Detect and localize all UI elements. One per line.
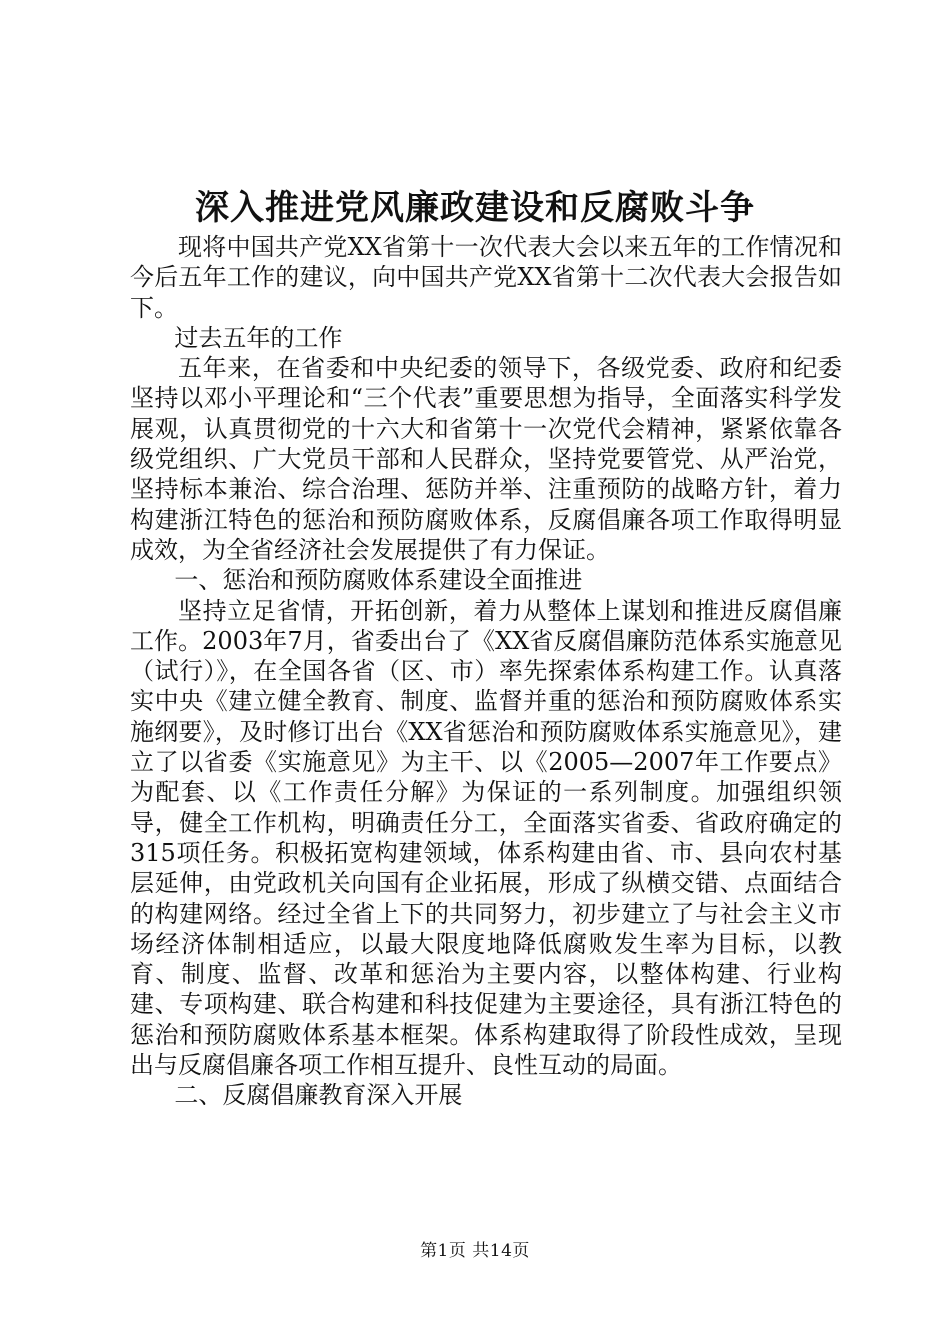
paragraph-system-building: 坚持立足省情，开拓创新，着力从整体上谋划和推进反腐倡廉工作。2003年7月，省委出台了《XX省反腐倡廉防范体系实施意见（试行）》，在全国各省（区、市）率先探索体系构建工作。认真落实中央《建立健全教育、制度、监督并重的惩治和预防腐败体系实施纲要》，及时修订出台《XX省惩治和预防腐败体系实施意见》，建立了以省委《实施意见》为主干、以《2005—2007年工作要点》为配套、以《工作责任分解》为保证的一系列制度。加强组织领导，健全工作机构，明确责任分工，全面落实省委、省政府确定的315项任务。积极拓宽构建领域，体系构建由省、市、县向农村基层延伸，由党政机关向国有企业拓展，形成了纵横交错、点面结合的构建网络。经过全省上下的共同努力，初步建立了与社会主义市场经济体制相适应，以最大限度地降低腐败发生率为目标，以教育、制度、监督、改革和惩治为主要内容，以整体构建、行业构建、专项构建、联合构建和科技促建为主要途径，具有浙江特色的惩治和预防腐败体系基本框架。体系构建取得了阶段性成效，呈现出与反腐倡廉各项工作相互提升、良性互动的局面。 [130,596,842,1080]
section-heading-past-work: 过去五年的工作 [174,323,343,352]
section-heading-2: 二、反腐倡廉教育深入开展 [174,1081,463,1110]
section-heading-1: 一、惩治和预防腐败体系建设全面推进 [174,566,583,595]
document-body [130,232,842,1111]
page-number-footer: 第1页 共14页 [420,1241,530,1261]
paragraph-five-years: 五年来，在省委和中央纪委的领导下，各级党委、政府和纪委坚持以邓小平理论和“三个代表”重要思想为指导，全面落实科学发展观，认真贯彻党的十六大和省第十一次党代会精神，紧紧依靠各级党组织、广大党员干部和人民群众，坚持党要管党、从严治党，坚持标本兼治、综合治理、惩防并举、注重预防的战略方针，着力构建浙江特色的惩治和预防腐败体系，反腐倡廉各项工作取得明显成效，为全省经济社会发展提供了有力保证。 [130,354,842,564]
document-title: 深入推进党风廉政建设和反腐败斗争 [195,188,755,228]
paragraph-intro: 现将中国共产党XX省第十一次代表大会以来五年的工作情况和今后五年工作的建议，向中国共产党XX省第十二次代表大会报告如下。 [130,233,842,322]
